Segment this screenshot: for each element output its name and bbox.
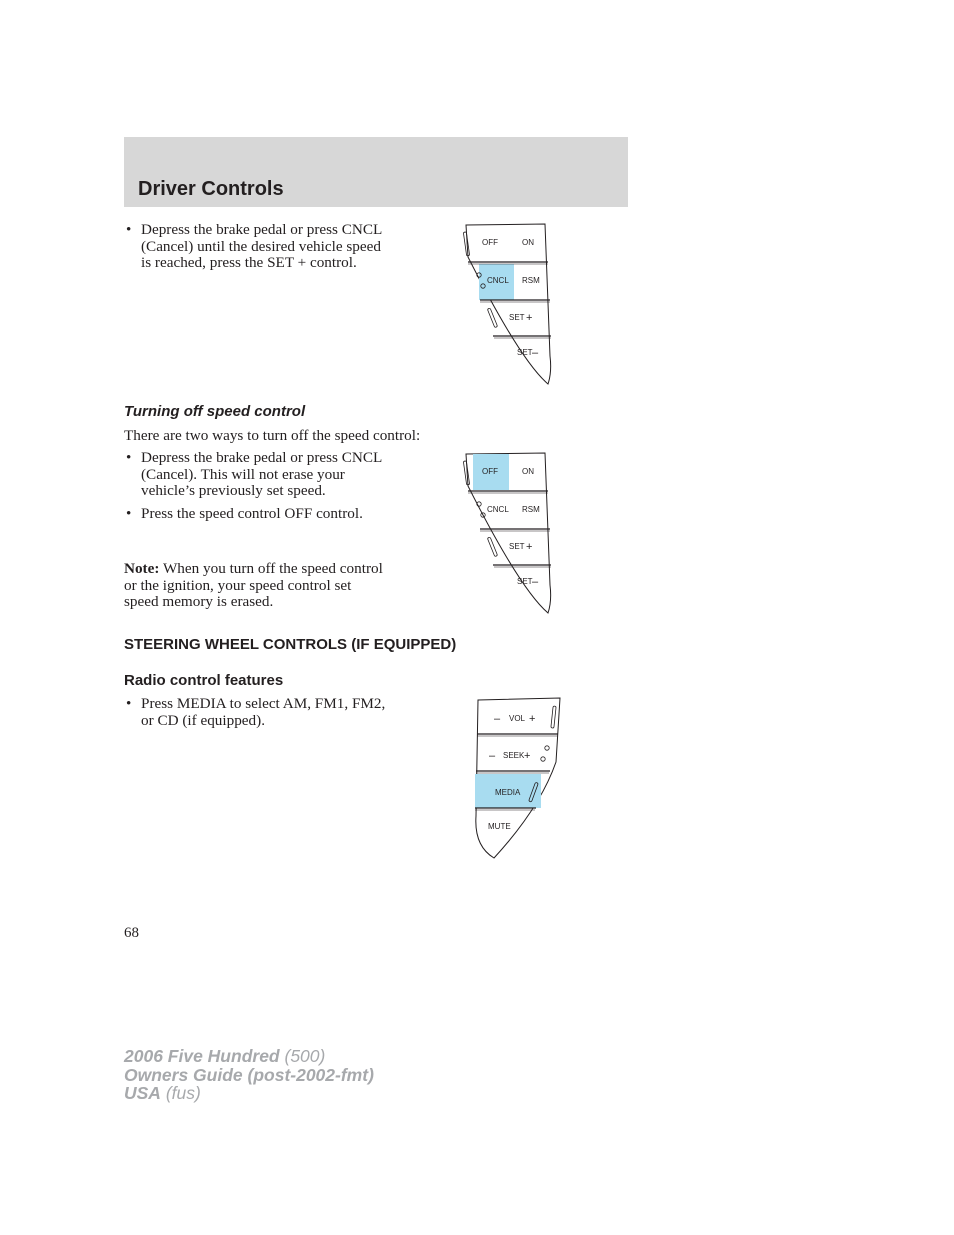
section-title: Driver Controls (138, 178, 284, 200)
on-label: ON (522, 238, 534, 247)
list-item: • Depress the brake pedal or press CNCL (Cancel) until the desired vehicle speed is reached, press the SET + control. (124, 222, 384, 272)
bullet-list-resume (124, 222, 384, 278)
off-label: OFF (482, 467, 498, 476)
vol-minus-icon: – (494, 713, 501, 725)
on-label: ON (522, 467, 534, 476)
seek-minus-icon: – (489, 750, 496, 762)
footer-market-code: (fus) (160, 1083, 201, 1103)
bullet-list-turn-off (124, 450, 386, 528)
set-minus-label: SET (517, 577, 533, 586)
plus-icon: + (526, 541, 533, 553)
list-item: • Press MEDIA to select AM, FM1, FM2, or CD (if equipped). (124, 696, 386, 729)
set-minus-label: SET (517, 348, 533, 357)
steering-wheel-heading: STEERING WHEEL CONTROLS (IF EQUIPPED) (124, 636, 457, 653)
bullet-list-radio (124, 696, 386, 735)
note-label: Note: (124, 560, 160, 577)
mute-label: MUTE (488, 822, 511, 831)
turning-off-heading: Turning off speed control (124, 403, 306, 420)
rsm-label: RSM (522, 505, 540, 514)
media-label: MEDIA (495, 788, 521, 797)
footer-model: 2006 Five Hundred (124, 1046, 280, 1066)
footer-guide: Owners Guide (post-2002-fmt) (124, 1064, 374, 1085)
turning-off-intro: There are two ways to turn off the speed control: (124, 427, 421, 444)
footer-model-code: (500) (279, 1046, 326, 1066)
rsm-label: RSM (522, 276, 540, 285)
cncl-label: CNCL (487, 505, 509, 514)
footer-imprint (124, 1047, 374, 1103)
set-plus-label: SET (509, 313, 525, 322)
speed-control-diagram-cncl (460, 222, 560, 388)
list-item: • Press the speed control OFF control. (124, 506, 386, 523)
vol-label: VOL (509, 714, 526, 723)
radio-control-diagram (470, 696, 566, 862)
page-number: 68 (124, 925, 139, 941)
seek-plus-icon: + (524, 750, 531, 762)
minus-icon: – (532, 576, 539, 588)
vol-plus-icon: + (529, 713, 536, 725)
seek-label: SEEK (503, 751, 525, 760)
footer-market: USA (124, 1083, 161, 1103)
speed-control-diagram-off (460, 451, 560, 617)
cncl-label: CNCL (487, 276, 509, 285)
plus-icon: + (526, 312, 533, 324)
note-text: When you turn off the speed control or the ignition, your speed control set speed memory is erased. (124, 560, 383, 610)
off-label: OFF (482, 238, 498, 247)
note-paragraph (124, 561, 386, 611)
set-plus-label: SET (509, 542, 525, 551)
list-item: • Depress the brake pedal or press CNCL (Cancel). This will not erase your vehicle’s previously set speed. (124, 450, 386, 500)
minus-icon: – (532, 347, 539, 359)
radio-features-heading: Radio control features (124, 672, 284, 689)
